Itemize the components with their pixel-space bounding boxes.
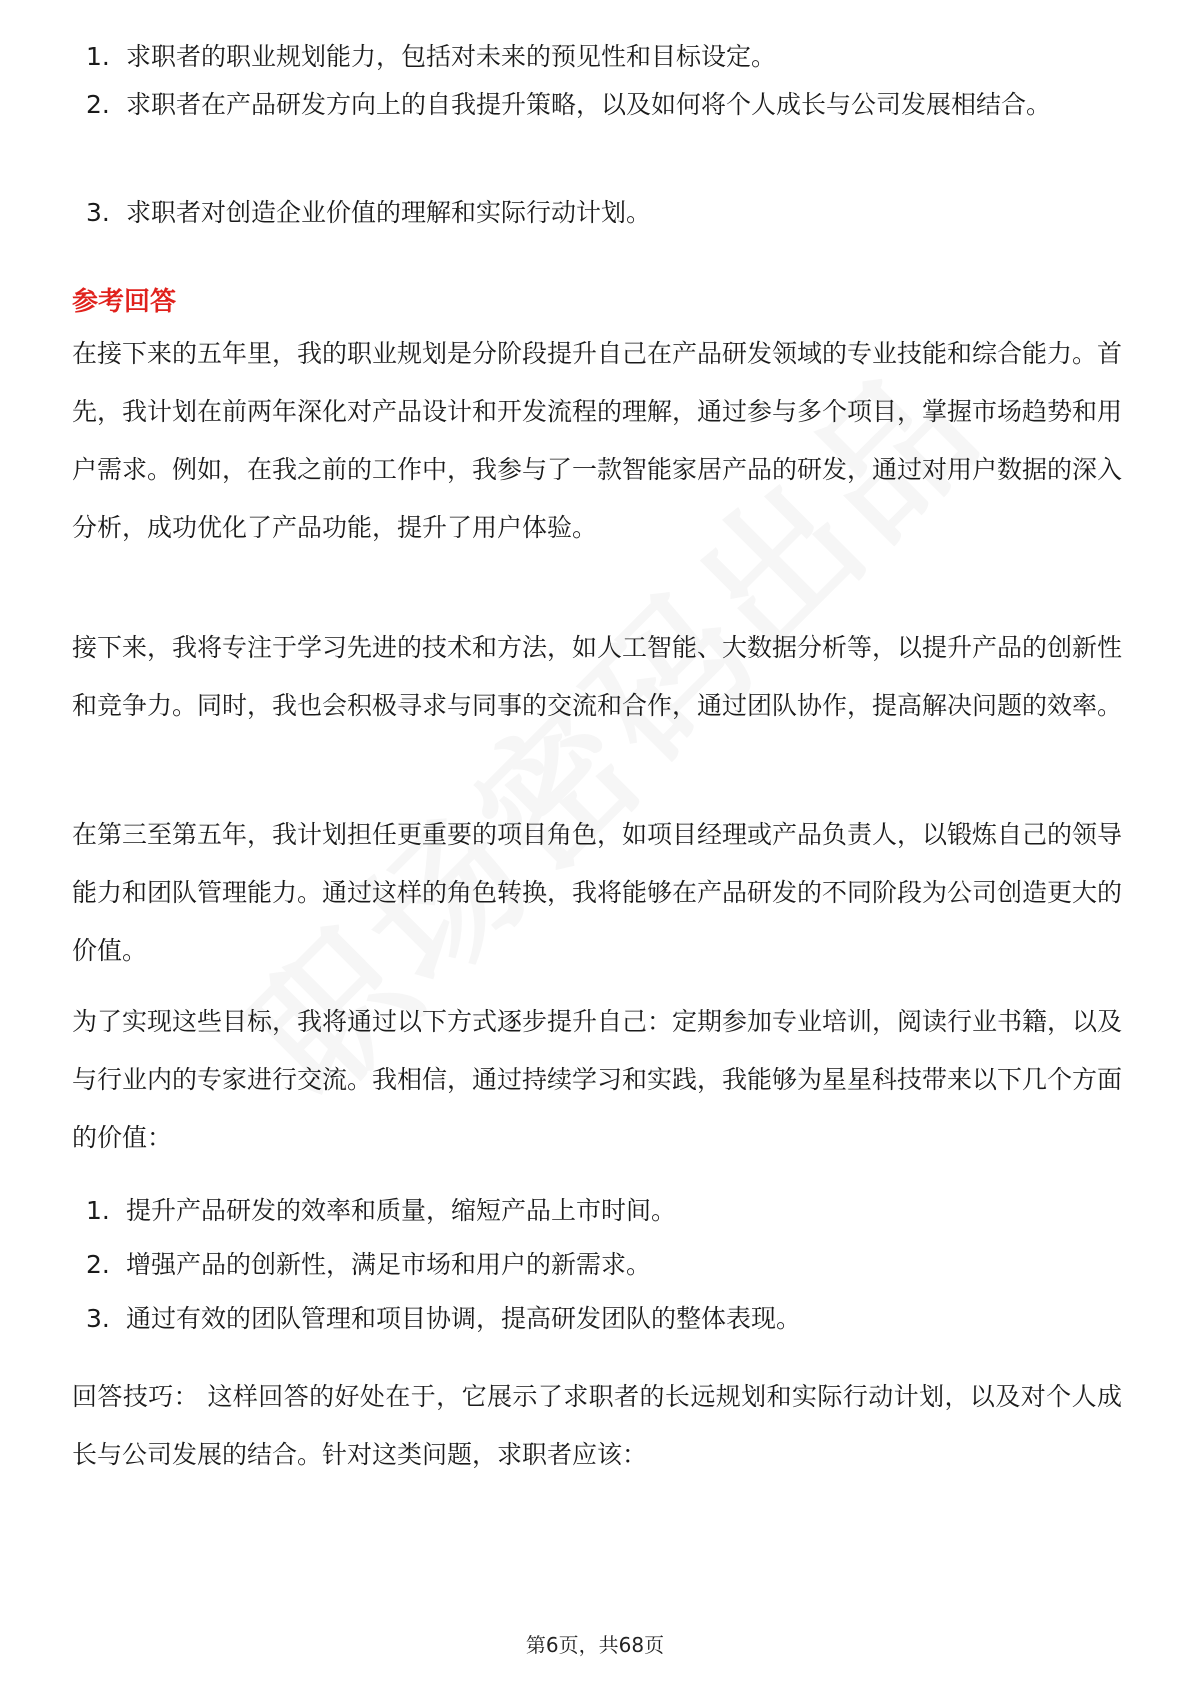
- list-item-text: 求职者对创造企业价值的理解和实际行动计划。: [126, 198, 652, 227]
- list-item-number: 2.: [86, 1250, 110, 1279]
- paragraph: 在第三至第五年，我计划担任更重要的项目角色，如项目经理或产品负责人，以锻炼自己的领导能力和团队管理能力。通过这样的角色转换，我将能够在产品研发的不同阶段为公司创造更大的价值。: [72, 820, 1123, 965]
- list-item-number: 1.: [86, 1196, 110, 1225]
- list-item: [86, 1290, 1126, 1348]
- list-item-number: 3.: [86, 198, 110, 227]
- section-title: 参考回答: [72, 287, 177, 317]
- clipped-top-line: [0, 0, 1190, 72]
- list-item: [86, 1182, 1126, 1240]
- list-item: [86, 76, 1126, 134]
- paragraph: 接下来，我将专注于学习先进的技术和方法，如人工智能、大数据分析等，以提升产品的创新性和竞争力。同时，我也会积极寻求与同事的交流和合作，通过团队协作，提高解决问题的效率。: [72, 633, 1123, 720]
- list-item: [86, 184, 1126, 242]
- list-item-text: 通过有效的团队管理和项目协调，提高研发团队的整体表现。: [126, 1304, 802, 1333]
- paragraph: 为了实现这些目标，我将通过以下方式逐步提升自己：定期参加专业培训，阅读行业书籍，以及与行业内的专家进行交流。我相信，通过持续学习和实践，我能够为星星科技带来以下几个方面的价值：: [72, 1007, 1123, 1152]
- paragraph: 在接下来的五年里，我的职业规划是分阶段提升自己在产品研发领域的专业技能和综合能力。首先，我计划在前两年深化对产品设计和开发流程的理解，通过参与多个项目，掌握市场趋势和用户需求。例如，在我之前的工作中，我参与了一款智能家居产品的研发，通过对用户数据的深入分析，成功优化了产品功能，提升了用户体验。: [72, 339, 1123, 542]
- list-item-number: 2.: [86, 90, 110, 119]
- list-item-text: 求职者在产品研发方向上的自我提升策略，以及如何将个人成长与公司发展相结合。: [126, 90, 1052, 119]
- list-item: [86, 36, 776, 72]
- list-item-number: 3.: [86, 1304, 110, 1333]
- list-item-text: 提升产品研发的效率和质量，缩短产品上市时间。: [126, 1196, 677, 1225]
- list-item: [86, 1236, 1126, 1294]
- list-item-text: 增强产品的创新性，满足市场和用户的新需求。: [126, 1250, 652, 1279]
- tips-paragraph: 回答技巧： 这样回答的好处在于，它展示了求职者的长远规划和实际行动计划，以及对个人成长与公司发展的结合。针对这类问题，求职者应该：: [72, 1382, 1122, 1469]
- list-item-text: 求职者的职业规划能力，包括对未来的预见性和目标设定。: [126, 42, 777, 71]
- page-number: 第6页，共68页: [525, 1633, 665, 1657]
- list-item-number: 1.: [86, 42, 110, 71]
